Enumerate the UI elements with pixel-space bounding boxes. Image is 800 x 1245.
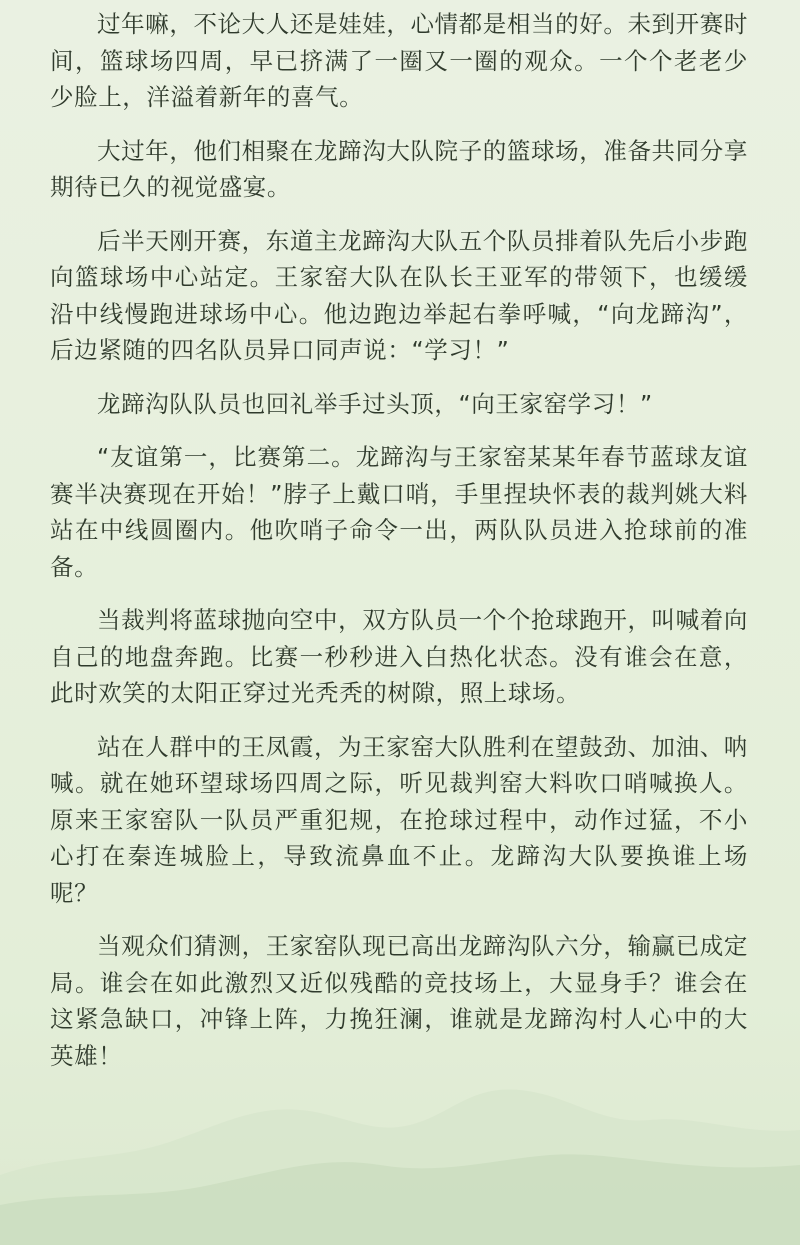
article-paragraph: 站在人群中的王凤霞，为王家窑大队胜利在望鼓劲、加油、呐喊。就在她环望球场四周之际，听见裁判窑大料吹口哨喊换人。原来王家窑队一队员严重犯规，在抢球过程中，动作过猛，不小心打在秦连城脸上，导致流鼻血不止。龙蹄沟大队要换谁上场呢？ — [50, 732, 748, 907]
article-paragraph: 过年嘛，不论大人还是娃娃，心情都是相当的好。未到开赛时间，篮球场四周，早已挤满了一圈又一圈的观众。一个个老老少少脸上，洋溢着新年的喜气。 — [50, 10, 748, 111]
article-paragraph: 大过年，他们相聚在龙蹄沟大队院子的篮球场，准备共同分享期待已久的视觉盛宴。 — [50, 136, 748, 201]
article-paragraph: 龙蹄沟队队员也回礼举手过头顶，“向王家窑学习！” — [97, 389, 653, 418]
article-paragraph: 当观众们猜测，王家窑队现已高出龙蹄沟队六分，输赢已成定局。谁会在如此激烈又近似残酷的竞技场上，大显身手？谁会在这紧急缺口，冲锋上阵，力挽狂澜，谁就是龙蹄沟村人心中的大英雄！ — [50, 932, 748, 1070]
article-paragraph: 后半天刚开赛，东道主龙蹄沟大队五个队员排着队先后小步跑向篮球场中心站定。王家窑大队在队长王亚军的带领下，也缓缓沿中线慢跑进球场中心。他边跑边举起右拳呼喊，“向龙蹄沟”，后边紧随的四名队员异口同声说：“学习！” — [50, 226, 748, 364]
article-paragraph: 当裁判将蓝球抛向空中，双方队员一个个抢球跑开，叫喊着向自己的地盘奔跑。比赛一秒秒进入白热化状态。没有谁会在意，此时欢笑的太阳正穿过光秃秃的树隙，照上球场。 — [50, 606, 748, 707]
article-paragraph: “友谊第一，比赛第二。龙蹄沟与王家窑某某年春节蓝球友谊赛半决赛现在开始！”脖子上戴口哨，手里捏块怀表的裁判姚大料站在中线圆圈内。他吹哨子命令一出，两队队员进入抢球前的准备。 — [50, 443, 748, 581]
